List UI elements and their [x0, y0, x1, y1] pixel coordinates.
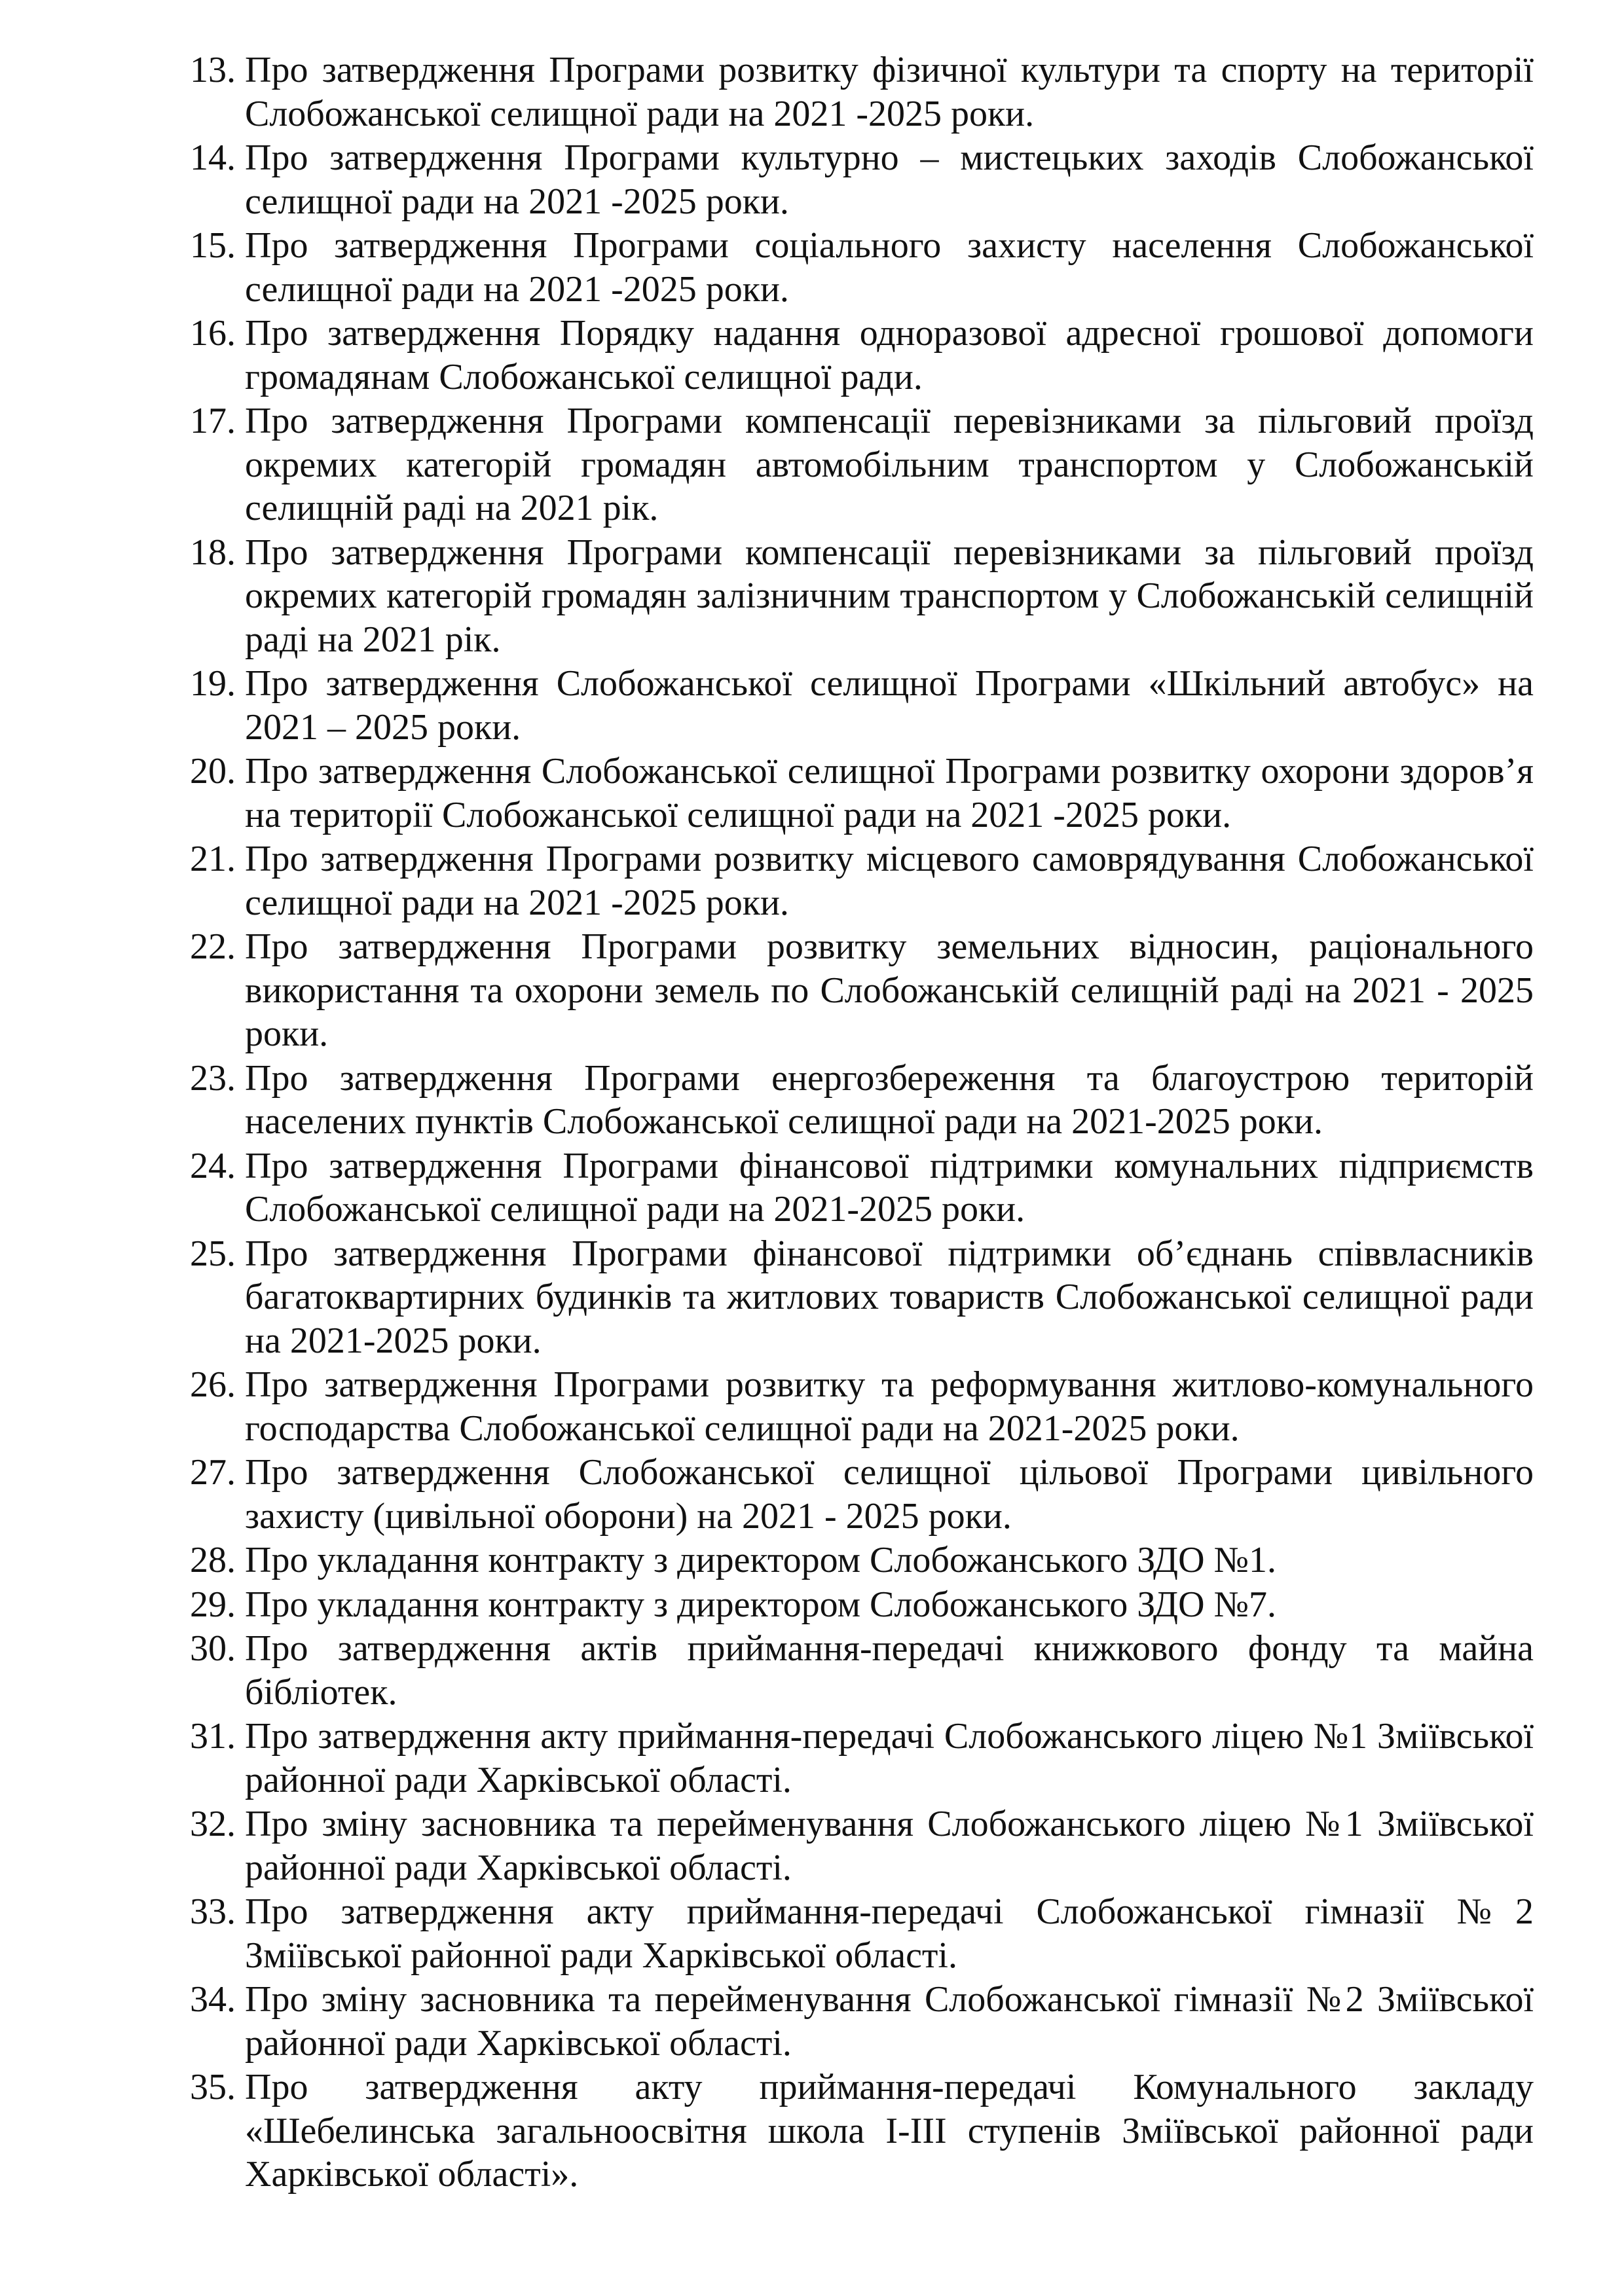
agenda-item-number: 16.	[190, 313, 236, 354]
agenda-item-number: 28.	[190, 1540, 236, 1580]
agenda-item-number: 30.	[190, 1628, 236, 1669]
agenda-item	[190, 1057, 1534, 1144]
agenda-item-number: 34.	[190, 1979, 236, 2020]
agenda-item-number: 14.	[190, 137, 236, 178]
agenda-item-number: 19.	[190, 663, 236, 704]
agenda-item-text: Про затвердження Програми розвитку земельних відносин, раціонального використання та охорони земель по Слобожанській селищній раді на 2021 - 2025 роки.	[245, 926, 1534, 1054]
agenda-item-text: Про зміну засновника та перейменування Слобожанської гімназії №2 Зміївської районної ради Харківської області.	[245, 1979, 1534, 2064]
agenda-item-text: Про затвердження акту приймання-передачі Слобожанського ліцею №1 Зміївської районної ради Харківської області.	[245, 1716, 1534, 1800]
agenda-item-text: Про затвердження Слобожанської селищної Програми «Шкільний автобус» на 2021 – 2025 роки.	[245, 663, 1534, 748]
agenda-item-number: 31.	[190, 1716, 236, 1757]
agenda-item	[190, 2066, 1534, 2196]
agenda-item-text: Про укладання контракту з директором Слобожанського ЗДО №1.	[245, 1540, 1276, 1580]
agenda-item-number: 26.	[190, 1364, 236, 1405]
agenda-item	[190, 1802, 1534, 1889]
agenda-item	[190, 1144, 1534, 1231]
agenda-item	[190, 1715, 1534, 1802]
agenda-item	[190, 925, 1534, 1056]
agenda-item-text: Про затвердження Програми розвитку місцевого самоврядування Слобожанської селищної ради на 2021 -2025 роки.	[245, 839, 1534, 923]
agenda-item-text: Про затвердження Програми розвитку фізичної культури та спорту на території Слобожанської селищної ради на 2021 -2025 роки.	[245, 50, 1534, 134]
agenda-item	[190, 312, 1534, 399]
agenda-item-number: 20.	[190, 751, 236, 792]
agenda-item-number: 17.	[190, 401, 236, 441]
agenda-item-number: 29.	[190, 1584, 236, 1625]
agenda-item-number: 24.	[190, 1145, 236, 1186]
agenda-item-number: 23.	[190, 1057, 236, 1099]
agenda-item	[190, 1583, 1534, 1627]
agenda-item	[190, 1539, 1534, 1582]
agenda-list	[190, 48, 1534, 2197]
agenda-item	[190, 1232, 1534, 1363]
agenda-item-text: Про затвердження актів приймання-передачі книжкового фонду та майна бібліотек.	[245, 1628, 1534, 1713]
agenda-item-number: 33.	[190, 1891, 236, 1932]
agenda-item-text: Про затвердження акту приймання-передачі Слобожанської гімназії №2 Зміївської районної ради Харківської області.	[245, 1891, 1534, 1976]
agenda-item-text: Про затвердження Порядку надання одноразової адресної грошової допомоги громадянам Слобожанської селищної ради.	[245, 313, 1534, 397]
agenda-item	[190, 136, 1534, 223]
agenda-item	[190, 224, 1534, 311]
agenda-item	[190, 1890, 1534, 1977]
agenda-item	[190, 531, 1534, 662]
agenda-item	[190, 837, 1534, 924]
agenda-item-number: 13.	[190, 50, 236, 90]
agenda-item-text: Про затвердження Слобожанської селищної цільової Програми цивільного захисту (цивільної оборони) на 2021 - 2025 роки.	[245, 1452, 1534, 1537]
agenda-item	[190, 1451, 1534, 1538]
agenda-item	[190, 1978, 1534, 2065]
agenda-item-number: 22.	[190, 926, 236, 967]
agenda-item-number: 27.	[190, 1452, 236, 1493]
agenda-item-text: Про затвердження Програми соціального захисту населення Слобожанської селищної ради на 2021 -2025 роки.	[245, 225, 1534, 310]
agenda-item-number: 18.	[190, 532, 236, 573]
agenda-item-text: Про затвердження Програми фінансової підтримки комунальних підприємств Слобожанської селищної ради на 2021-2025 роки.	[245, 1145, 1534, 1230]
agenda-item-text: Про затвердження Слобожанської селищної Програми розвитку охорони здоров’я на території Слобожанської селищної ради на 2021 -2025 роки.	[245, 751, 1534, 835]
agenda-item-text: Про укладання контракту з директором Слобожанського ЗДО №7.	[245, 1584, 1276, 1625]
agenda-item-number: 21.	[190, 839, 236, 879]
agenda-item-text: Про затвердження Програми культурно – мистецьких заходів Слобожанської селищної ради на 2021 -2025 роки.	[245, 137, 1534, 222]
agenda-item-text: Про затвердження акту приймання-передачі Комунального закладу «Шебелинська загальноосвітня школа І-ІІІ ступенів Зміївської районної ради Харківської області».	[245, 2067, 1534, 2195]
agenda-item-number: 15.	[190, 225, 236, 266]
agenda-item	[190, 1627, 1534, 1714]
agenda-item-text: Про затвердження Програми фінансової підтримки об’єднань співвласників багатоквартирних будинків та житлових товариств Слобожанської селищної ради на 2021-2025 роки.	[245, 1233, 1534, 1361]
agenda-item	[190, 399, 1534, 530]
agenda-item-text: Про зміну засновника та перейменування Слобожанського ліцею №1 Зміївської районної ради Харківської області.	[245, 1804, 1534, 1888]
agenda-item-text: Про затвердження Програми компенсації перевізниками за пільговий проїзд окремих категорій громадян автомобільним транспортом у Слобожанській селищній раді на 2021 рік.	[245, 401, 1534, 528]
agenda-item-number: 35.	[190, 2067, 236, 2107]
agenda-item	[190, 750, 1534, 837]
agenda-item-text: Про затвердження Програми енергозбереження та благоустрою територій населених пунктів Слобожанської селищної ради на 2021-2025 роки.	[245, 1057, 1534, 1142]
agenda-item-number: 25.	[190, 1233, 236, 1274]
agenda-item-text: Про затвердження Програми розвитку та реформування житлово-комунального господарства Слобожанської селищної ради на 2021-2025 роки.	[245, 1364, 1534, 1449]
agenda-item	[190, 662, 1534, 749]
agenda-item	[190, 48, 1534, 136]
agenda-item	[190, 1363, 1534, 1450]
agenda-item-text: Про затвердження Програми компенсації перевізниками за пільговий проїзд окремих категорій громадян залізничним транспортом у Слобожанській селищній раді на 2021 рік.	[245, 532, 1534, 660]
agenda-item-number: 32.	[190, 1804, 236, 1844]
